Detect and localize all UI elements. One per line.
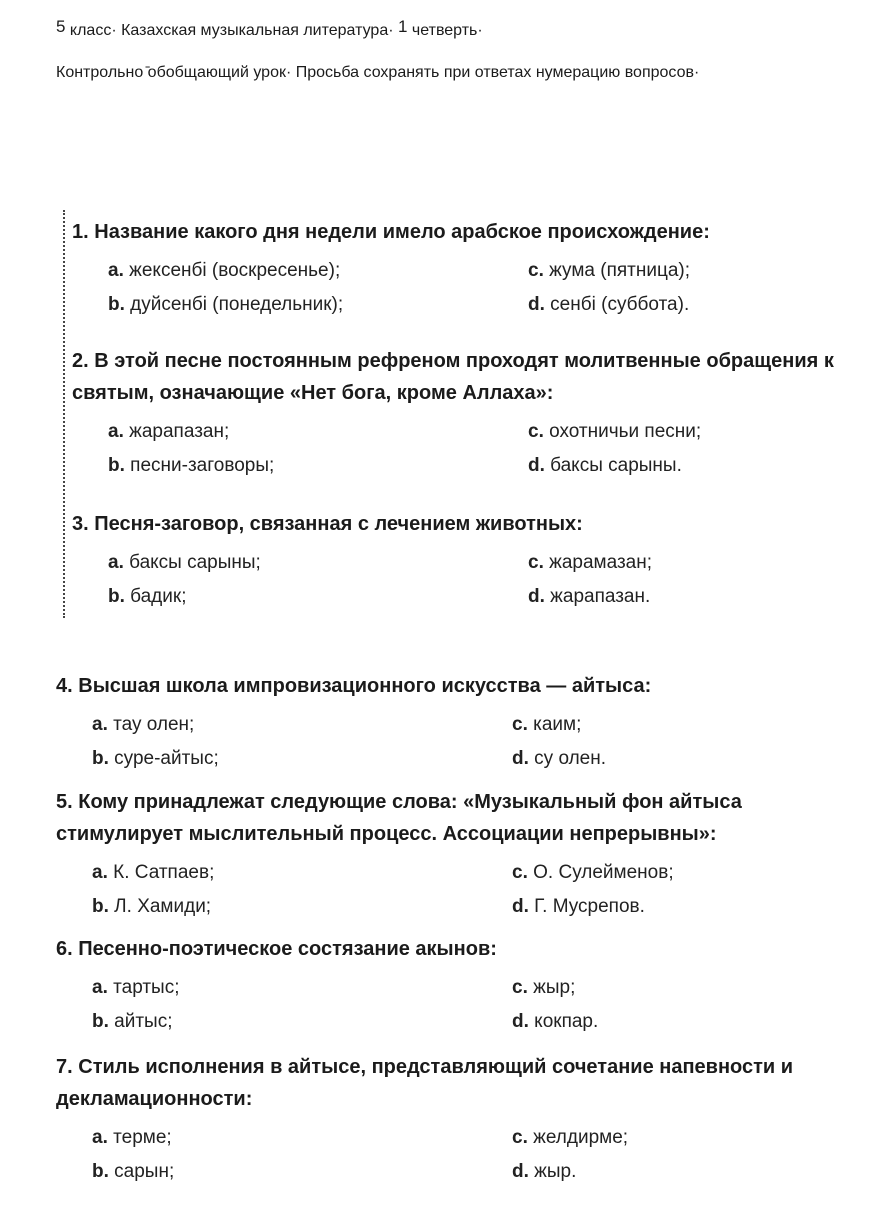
question-7 <box>56 1051 856 1185</box>
question-4 <box>56 670 856 772</box>
question-number: 6. <box>56 938 73 960</box>
quarter-number: 1 <box>398 17 408 36</box>
options <box>56 712 856 772</box>
header-text-end: четверть· <box>407 22 483 39</box>
option-a[interactable]: a. К. Сатпаев; <box>92 862 215 883</box>
question-number: 2. <box>72 350 89 372</box>
option-d[interactable]: d. Г. Мусрепов. <box>512 896 645 917</box>
question-number: 5. <box>56 791 73 813</box>
question-title <box>72 216 872 248</box>
question-text: В этой песне постоянным рефреном проходят молитвенные обращения к святым, означающие «Нет бога, кроме Аллаха»: <box>72 350 834 404</box>
option-b[interactable]: b. Л. Хамиди; <box>92 896 212 917</box>
options <box>56 1125 856 1185</box>
option-d[interactable]: d. сенбі (суббота). <box>528 294 690 315</box>
option-d[interactable]: d. жыр. <box>512 1161 577 1182</box>
question-title <box>56 1051 856 1115</box>
question-5 <box>56 786 816 920</box>
options <box>56 860 816 920</box>
option-c[interactable]: c. жума (пятница); <box>528 260 691 281</box>
option-c[interactable]: c. жыр; <box>512 977 576 998</box>
question-6 <box>56 933 856 1035</box>
option-d[interactable]: d. баксы сарыны. <box>528 455 682 476</box>
option-a[interactable]: a. жексенбі (воскресенье); <box>108 260 341 281</box>
options <box>72 419 872 479</box>
option-d[interactable]: d. кокпар. <box>512 1011 599 1032</box>
option-a[interactable]: a. баксы сарыны; <box>108 552 261 573</box>
option-a[interactable]: a. терме; <box>92 1127 172 1148</box>
option-b[interactable]: b. песни-заговоры; <box>108 455 275 476</box>
question-text: Кому принадлежат следующие слова: «Музыкальный фон айтыса стимулирует мыслительный процесс. Ассоциации непрерывны»: <box>56 791 742 845</box>
question-number: 3. <box>72 513 89 535</box>
dotted-margin-line <box>63 210 65 618</box>
question-title <box>72 345 872 409</box>
question-text: Песня-заговор, связанная с лечением животных: <box>94 513 583 535</box>
option-a[interactable]: a. тау олен; <box>92 714 195 735</box>
question-2 <box>72 345 872 479</box>
question-number: 4. <box>56 675 73 697</box>
question-1 <box>72 216 872 318</box>
header-text: класс· Казахская музыкальная литература· <box>65 22 398 39</box>
options <box>72 258 872 318</box>
header-line-2: Контрольно ̄обобщающий урок· Просьба сохранять при ответах нумерацию вопросов· <box>56 64 700 81</box>
option-b[interactable]: b. дуйсенбі (понедельник); <box>108 294 344 315</box>
question-3 <box>72 508 872 610</box>
question-title <box>56 786 816 850</box>
option-d[interactable]: d. су олен. <box>512 748 607 769</box>
question-number: 1. <box>72 221 89 243</box>
option-a[interactable]: a. тартыс; <box>92 977 180 998</box>
option-c[interactable]: c. желдирме; <box>512 1127 629 1148</box>
option-b[interactable]: b. сарын; <box>92 1161 175 1182</box>
option-b[interactable]: b. суре-айтыс; <box>92 748 219 769</box>
option-c[interactable]: c. охотничьи песни; <box>528 421 702 442</box>
grade-number: 5 <box>56 17 66 36</box>
options <box>56 975 856 1035</box>
option-c[interactable]: c. каим; <box>512 714 582 735</box>
header-line-1 <box>56 17 483 40</box>
option-c[interactable]: c. жарамазан; <box>528 552 653 573</box>
question-title <box>72 508 872 540</box>
question-text: Стиль исполнения в айтысе, представляющий сочетание напевности и декламационности: <box>56 1056 794 1110</box>
option-a[interactable]: a. жарапазан; <box>108 421 230 442</box>
question-text: Высшая школа импровизационного искусства — айтыса: <box>78 675 652 697</box>
question-text: Песенно-поэтическое состязание акынов: <box>78 938 497 960</box>
question-number: 7. <box>56 1056 73 1078</box>
option-c[interactable]: c. О. Сулейменов; <box>512 862 674 883</box>
options <box>72 550 872 610</box>
question-title <box>56 670 856 702</box>
option-b[interactable]: b. айтыс; <box>92 1011 173 1032</box>
question-text: Название какого дня недели имело арабское происхождение: <box>94 221 710 243</box>
question-title <box>56 933 856 965</box>
option-d[interactable]: d. жарапазан. <box>528 586 651 607</box>
option-b[interactable]: b. бадик; <box>108 586 187 607</box>
